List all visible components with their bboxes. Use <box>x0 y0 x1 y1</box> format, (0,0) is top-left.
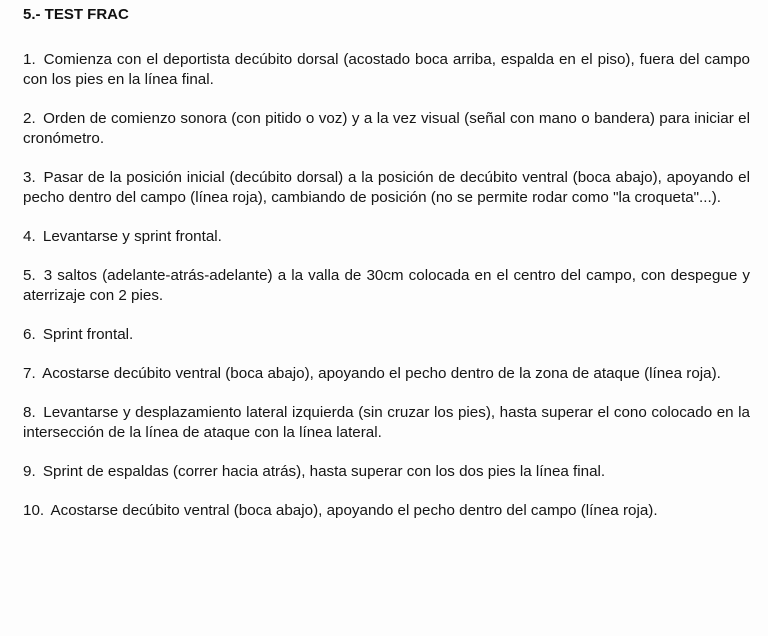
step-number: 5. <box>23 267 36 284</box>
step-item <box>23 462 750 482</box>
step-text: Acostarse decúbito ventral (boca abajo), apoyando el pecho dentro del campo (línea roja). <box>50 502 658 519</box>
step-item <box>23 168 750 208</box>
step-number: 10. <box>23 502 45 519</box>
step-text: Sprint de espaldas (correr hacia atrás), hasta superar con los dos pies la línea final. <box>42 463 606 480</box>
step-text: Pasar de la posición inicial (decúbito dorsal) a la posición de decúbito ventral (boca abajo), apoyando el pecho dentro del campo (línea roja), cambiando de posición (no se permite rodar como "la croqueta"...). <box>23 169 750 206</box>
step-item <box>23 325 750 345</box>
steps-list <box>23 50 750 540</box>
step-text: Levantarse y desplazamiento lateral izquierda (sin cruzar los pies), hasta superar el cono colocado en la intersección de la línea de ataque con la línea lateral. <box>23 404 750 441</box>
step-number: 4. <box>23 228 36 245</box>
step-number: 7. <box>23 365 36 382</box>
step-number: 8. <box>23 404 36 421</box>
step-text: Acostarse decúbito ventral (boca abajo), apoyando el pecho dentro de la zona de ataque (línea roja). <box>42 365 721 382</box>
step-number: 3. <box>23 169 36 186</box>
step-item <box>23 227 750 247</box>
step-item <box>23 403 750 443</box>
step-item <box>23 364 750 384</box>
step-text: Sprint frontal. <box>42 326 134 343</box>
step-text: Levantarse y sprint frontal. <box>42 228 222 245</box>
step-number: 9. <box>23 463 36 480</box>
step-item <box>23 266 750 306</box>
step-text: Orden de comienzo sonora (con pitido o voz) y a la vez visual (señal con mano o bandera) para iniciar el cronómetro. <box>23 110 750 147</box>
step-number: 2. <box>23 110 36 127</box>
step-item <box>23 109 750 149</box>
step-number: 6. <box>23 326 36 343</box>
step-item <box>23 501 750 521</box>
step-text: 3 saltos (adelante-atrás-adelante) a la valla de 30cm colocada en el centro del campo, con despegue y aterrizaje con 2 pies. <box>23 267 750 304</box>
page-title: 5.- TEST FRAC <box>23 6 129 23</box>
step-item <box>23 50 750 90</box>
step-text: Comienza con el deportista decúbito dorsal (acostado boca arriba, espalda en el piso), fuera del campo con los pies en la línea final. <box>23 51 750 88</box>
step-number: 1. <box>23 51 36 68</box>
